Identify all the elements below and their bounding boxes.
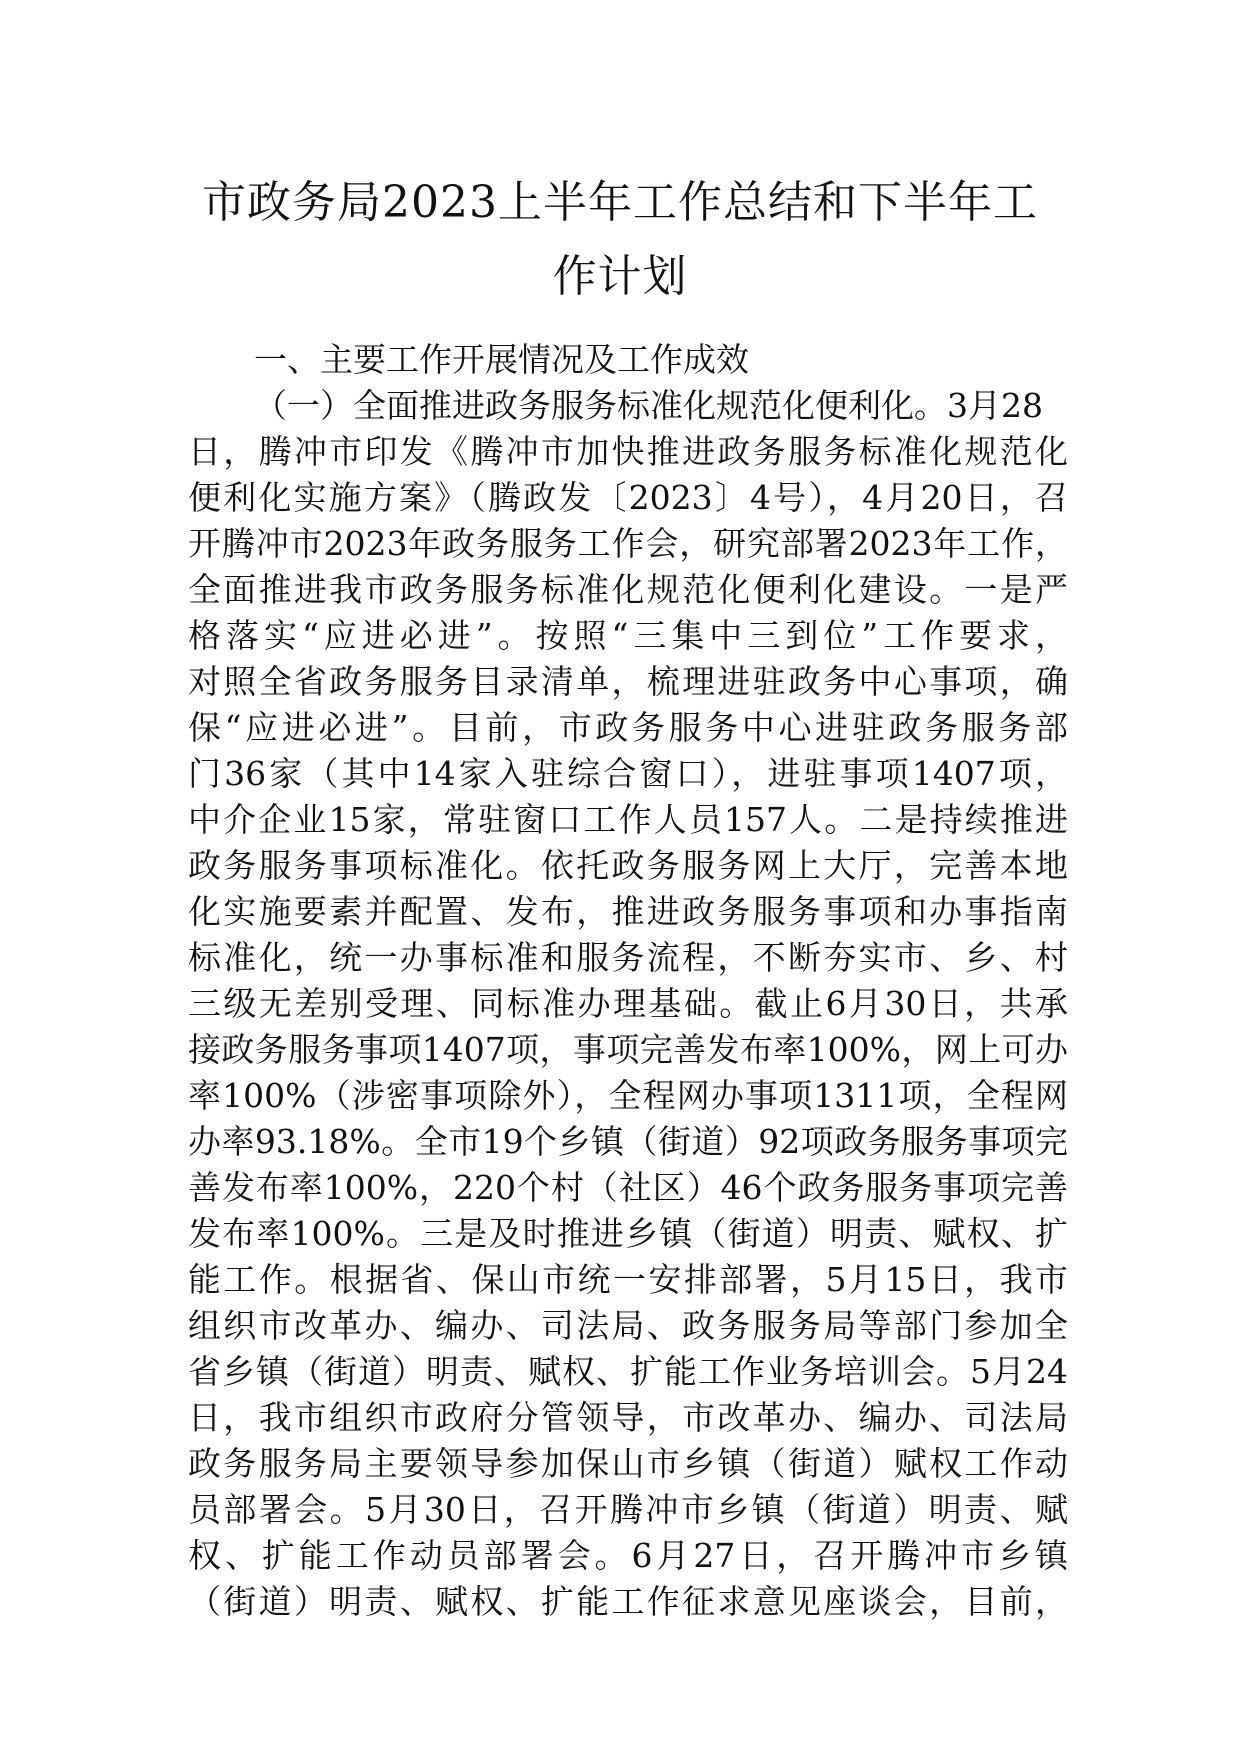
paragraph-line: 政务服务局主要领导参加保山市乡镇（街道）赋权工作动 — [188, 1444, 1068, 1483]
title-line-1: 市政务局2023上半年工作总结和下半年工 — [202, 177, 1038, 228]
paragraph-line: 发布率100%。三是及时推进乡镇（街道）明责、赋权、扩 — [188, 1214, 1068, 1253]
paragraph-line: 省乡镇（街道）明责、赋权、扩能工作业务培训会。5月24 — [188, 1352, 1068, 1391]
paragraph-line: 接政务服务事项1407项，事项完善发布率100%，网上可办 — [188, 1030, 1068, 1069]
paragraph-line: （一）全面推进政务服务标准化规范化便利化。3月28 — [254, 386, 1043, 425]
paragraph-line: 善发布率100%，220个村（社区）46个政务服务事项完善 — [188, 1168, 1068, 1207]
paragraph-line: 便利化实施方案》（腾政发〔2023〕4号），4月20日，召 — [188, 478, 1068, 517]
paragraph-line: 保“应进必进”。目前，市政务服务中心进驻政务服务部 — [188, 708, 1068, 747]
paragraph-line: （街道）明责、赋权、扩能工作征求意见座谈会，目前， — [188, 1582, 1068, 1621]
paragraph-lines — [188, 383, 1068, 1625]
paragraph-line: 格落实“应进必进”。按照“三集中三到位”工作要求， — [188, 616, 1068, 655]
document-body — [188, 337, 1068, 1625]
paragraph-line: 三级无差别受理、同标准办理基础。截止6月30日，共承 — [188, 984, 1068, 1023]
paragraph-line: 全面推进我市政务服务标准化规范化便利化建设。一是严 — [188, 570, 1068, 609]
paragraph-line: 对照全省政务服务目录清单，梳理进驻政务中心事项，确 — [188, 662, 1068, 701]
section-heading: 一、主要工作开展情况及工作成效 — [254, 340, 749, 379]
paragraph-line: 门36家（其中14家入驻综合窗口），进驻事项1407项， — [188, 754, 1068, 793]
paragraph-line: 日，腾冲市印发《腾冲市加快推进政务服务标准化规范化 — [188, 432, 1068, 471]
paragraph-line: 化实施要素并配置、发布，推进政务服务事项和办事指南 — [188, 892, 1068, 931]
paragraph-line: 政务服务事项标准化。依托政务服务网上大厅，完善本地 — [188, 846, 1068, 885]
paragraph-line: 中介企业15家，常驻窗口工作人员157人。二是持续推进 — [188, 800, 1068, 839]
paragraph-line: 办率93.18%。全市19个乡镇（街道）92项政务服务事项完 — [188, 1122, 1068, 1161]
paragraph-line: 能工作。根据省、保山市统一安排部署，5月15日，我市 — [188, 1260, 1068, 1299]
paragraph-line: 组织市改革办、编办、司法局、政务服务局等部门参加全 — [188, 1306, 1068, 1345]
paragraph-line: 员部署会。5月30日，召开腾冲市乡镇（街道）明责、赋 — [188, 1490, 1068, 1529]
paragraph-line: 标准化，统一办事标准和服务流程，不断夯实市、乡、村 — [188, 938, 1068, 977]
paragraph-line: 日，我市组织市政府分管领导，市改革办、编办、司法局 — [188, 1398, 1068, 1437]
document-title — [150, 166, 1090, 314]
paragraph-line: 权、扩能工作动员部署会。6月27日，召开腾冲市乡镇 — [188, 1536, 1068, 1575]
paragraph-line: 率100%（涉密事项除外），全程网办事项1311项，全程网 — [188, 1076, 1068, 1115]
title-line-2: 作计划 — [552, 251, 688, 302]
paragraph-line: 开腾冲市2023年政务服务工作会，研究部署2023年工作， — [188, 524, 1068, 563]
